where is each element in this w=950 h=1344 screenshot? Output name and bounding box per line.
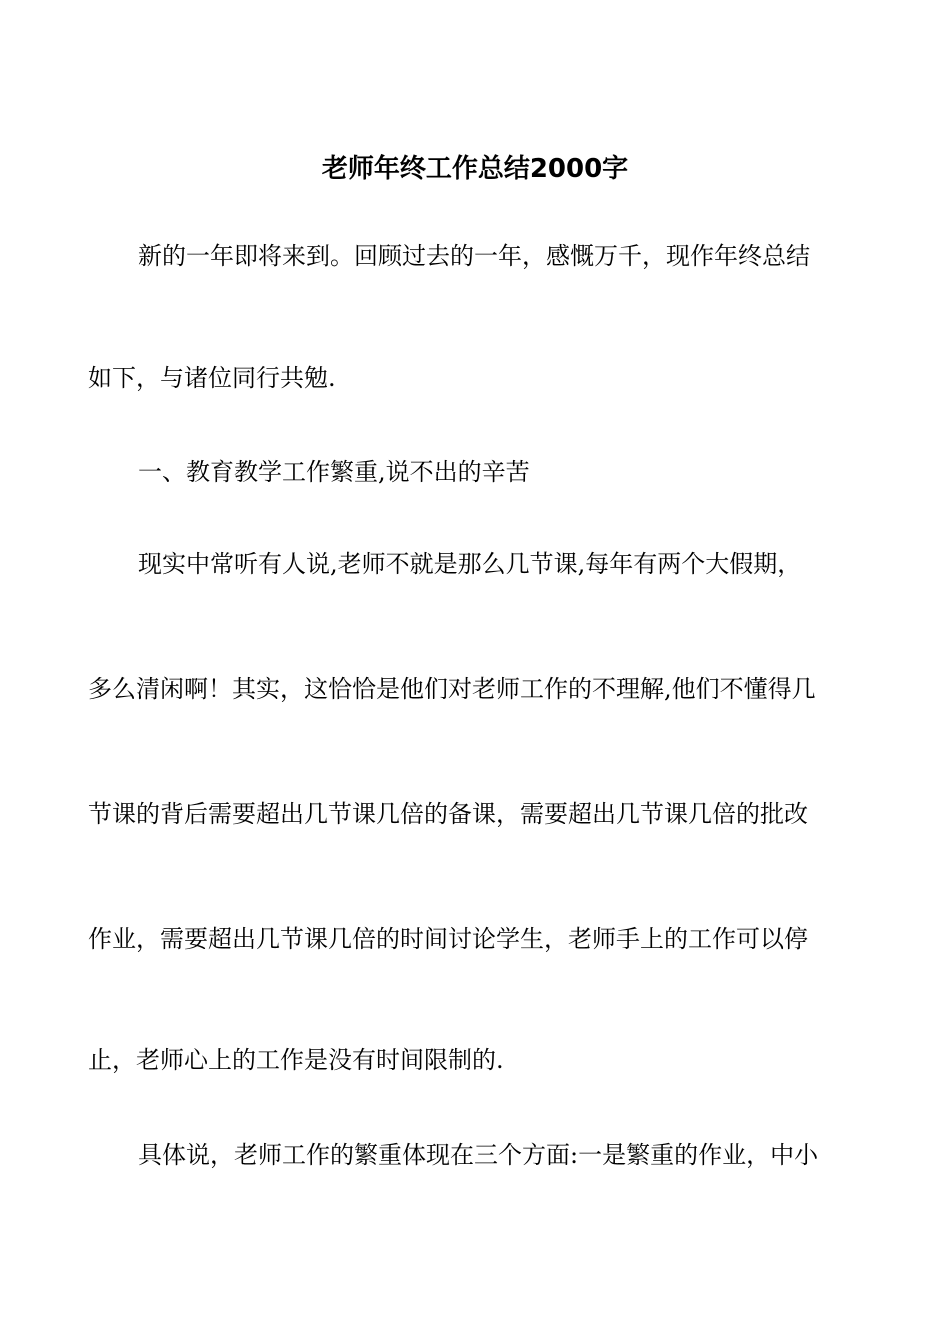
paragraph-line: 节课的背后需要超出几节课几倍的备课，需要超出几节课几倍的批改	[88, 800, 808, 828]
paragraph-line: 如下，与诸位同行共勉.	[88, 364, 336, 392]
paragraph-line: 新的一年即将来到。回顾过去的一年，感慨万千，现作年终总结	[138, 242, 810, 270]
paragraph-line: 现实中常听有人说,老师不就是那么几节课,每年有两个大假期，	[138, 550, 802, 578]
paragraph-line: 具体说，老师工作的繁重体现在三个方面:一是繁重的作业，中小	[138, 1141, 819, 1169]
paragraph-line: 多么清闲啊！其实，这恰恰是他们对老师工作的不理解,他们不懂得几	[88, 675, 816, 703]
paragraph-line: 止，老师心上的工作是没有时间限制的.	[88, 1046, 504, 1074]
paragraph-line: 作业，需要超出几节课几倍的时间讨论学生，老师手上的工作可以停	[88, 925, 808, 953]
document-title: 老师年终工作总结2000字	[321, 154, 629, 184]
section-heading: 一、教育教学工作繁重,说不出的辛苦	[138, 458, 530, 486]
